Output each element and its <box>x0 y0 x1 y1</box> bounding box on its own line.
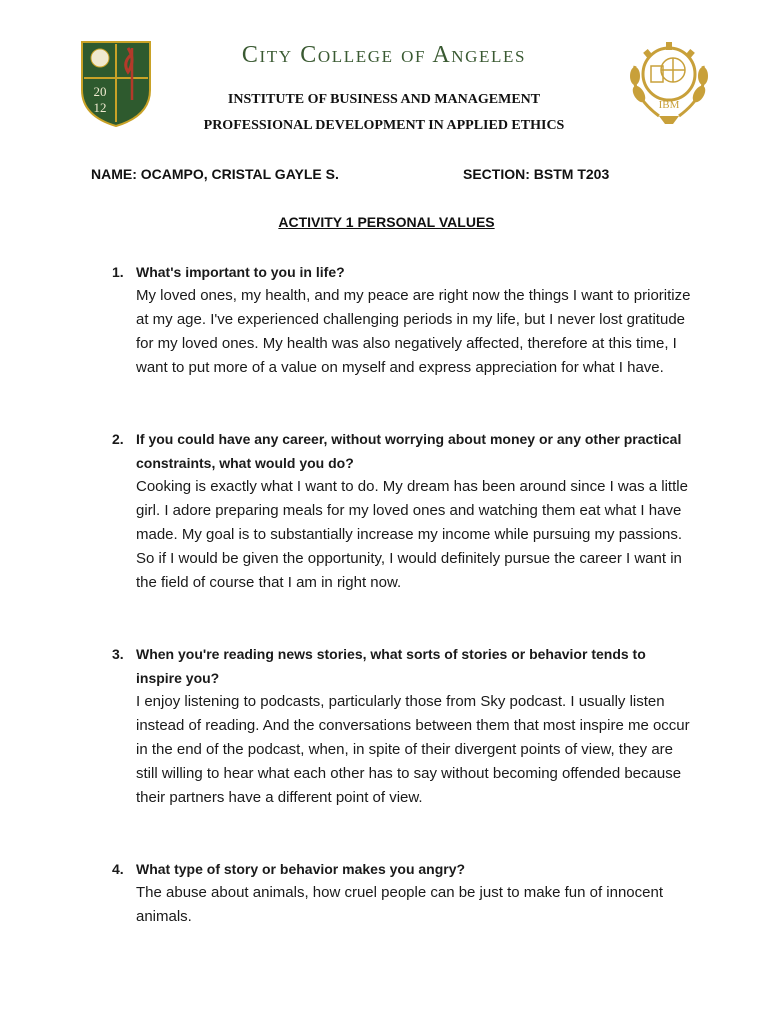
student-section: SECTION: BSTM T203 <box>463 166 610 182</box>
seal-year-top: 20 <box>93 84 107 99</box>
seal-year-bottom: 12 <box>93 100 107 115</box>
question-item-1 <box>112 260 692 380</box>
question-text: What type of story or behavior makes you angry? <box>136 861 466 877</box>
ibm-label: IBM <box>658 99 680 111</box>
question-text: What's important to you in life? <box>136 264 345 280</box>
question-number: 1. <box>112 264 124 280</box>
answer-text: I enjoy listening to podcasts, particularly those from Sky podcast. I usually listen instead of reading. And the conversations between them that most inspire me occur in the end of the podcast, when, in spite of their divergent points of view, they are still willing to hear what each other has to say without becoming offended because their partners have a different point of view. <box>136 693 690 806</box>
institute-name: INSTITUTE OF BUSINESS AND MANAGEMENT <box>227 92 541 107</box>
answer-text: The abuse about animals, how cruel people can be just to make fun of innocent animals. <box>136 884 663 925</box>
college-name: City College of Angeles <box>241 42 527 68</box>
ibm-emblem-logo <box>621 36 717 128</box>
question-text: If you could have any career, without worrying about money or any other practical constraints, what would you do? <box>136 431 682 471</box>
question-number: 4. <box>112 861 124 877</box>
activity-title: ACTIVITY 1 PERSONAL VALUES <box>278 214 495 230</box>
question-item-3 <box>112 642 692 810</box>
ibm-laurel-emblem-icon <box>621 36 717 128</box>
course-name: PROFESSIONAL DEVELOPMENT IN APPLIED ETHICS <box>203 118 565 133</box>
question-text: When you're reading news stories, what sorts of stories or behavior tends to inspire you? <box>136 646 646 686</box>
question-item-4 <box>112 857 692 929</box>
answer-text: My loved ones, my health, and my peace are right now the things I want to prioritize at my age. I've experienced challenging periods in my life, but I never lost gratitude for my loved ones. My health was also negatively affected, therefore at this time, I want to put more of a value on myself and express appreciation for what I have. <box>136 287 691 376</box>
question-item-2 <box>112 427 692 595</box>
question-number: 3. <box>112 646 124 662</box>
question-number: 2. <box>112 431 124 447</box>
answer-text: Cooking is exactly what I want to do. My dream has been around since I was a little girl. I adore preparing meals for my loved ones and watching them eat what I have made. My goal is to substantially increase my income while pursuing my passions. So if I would be given the opportunity, I would definitely pursue the career I want in the field of course that I am in right now. <box>136 478 688 591</box>
student-name: NAME: OCAMPO, CRISTAL GAYLE S. <box>91 166 339 182</box>
